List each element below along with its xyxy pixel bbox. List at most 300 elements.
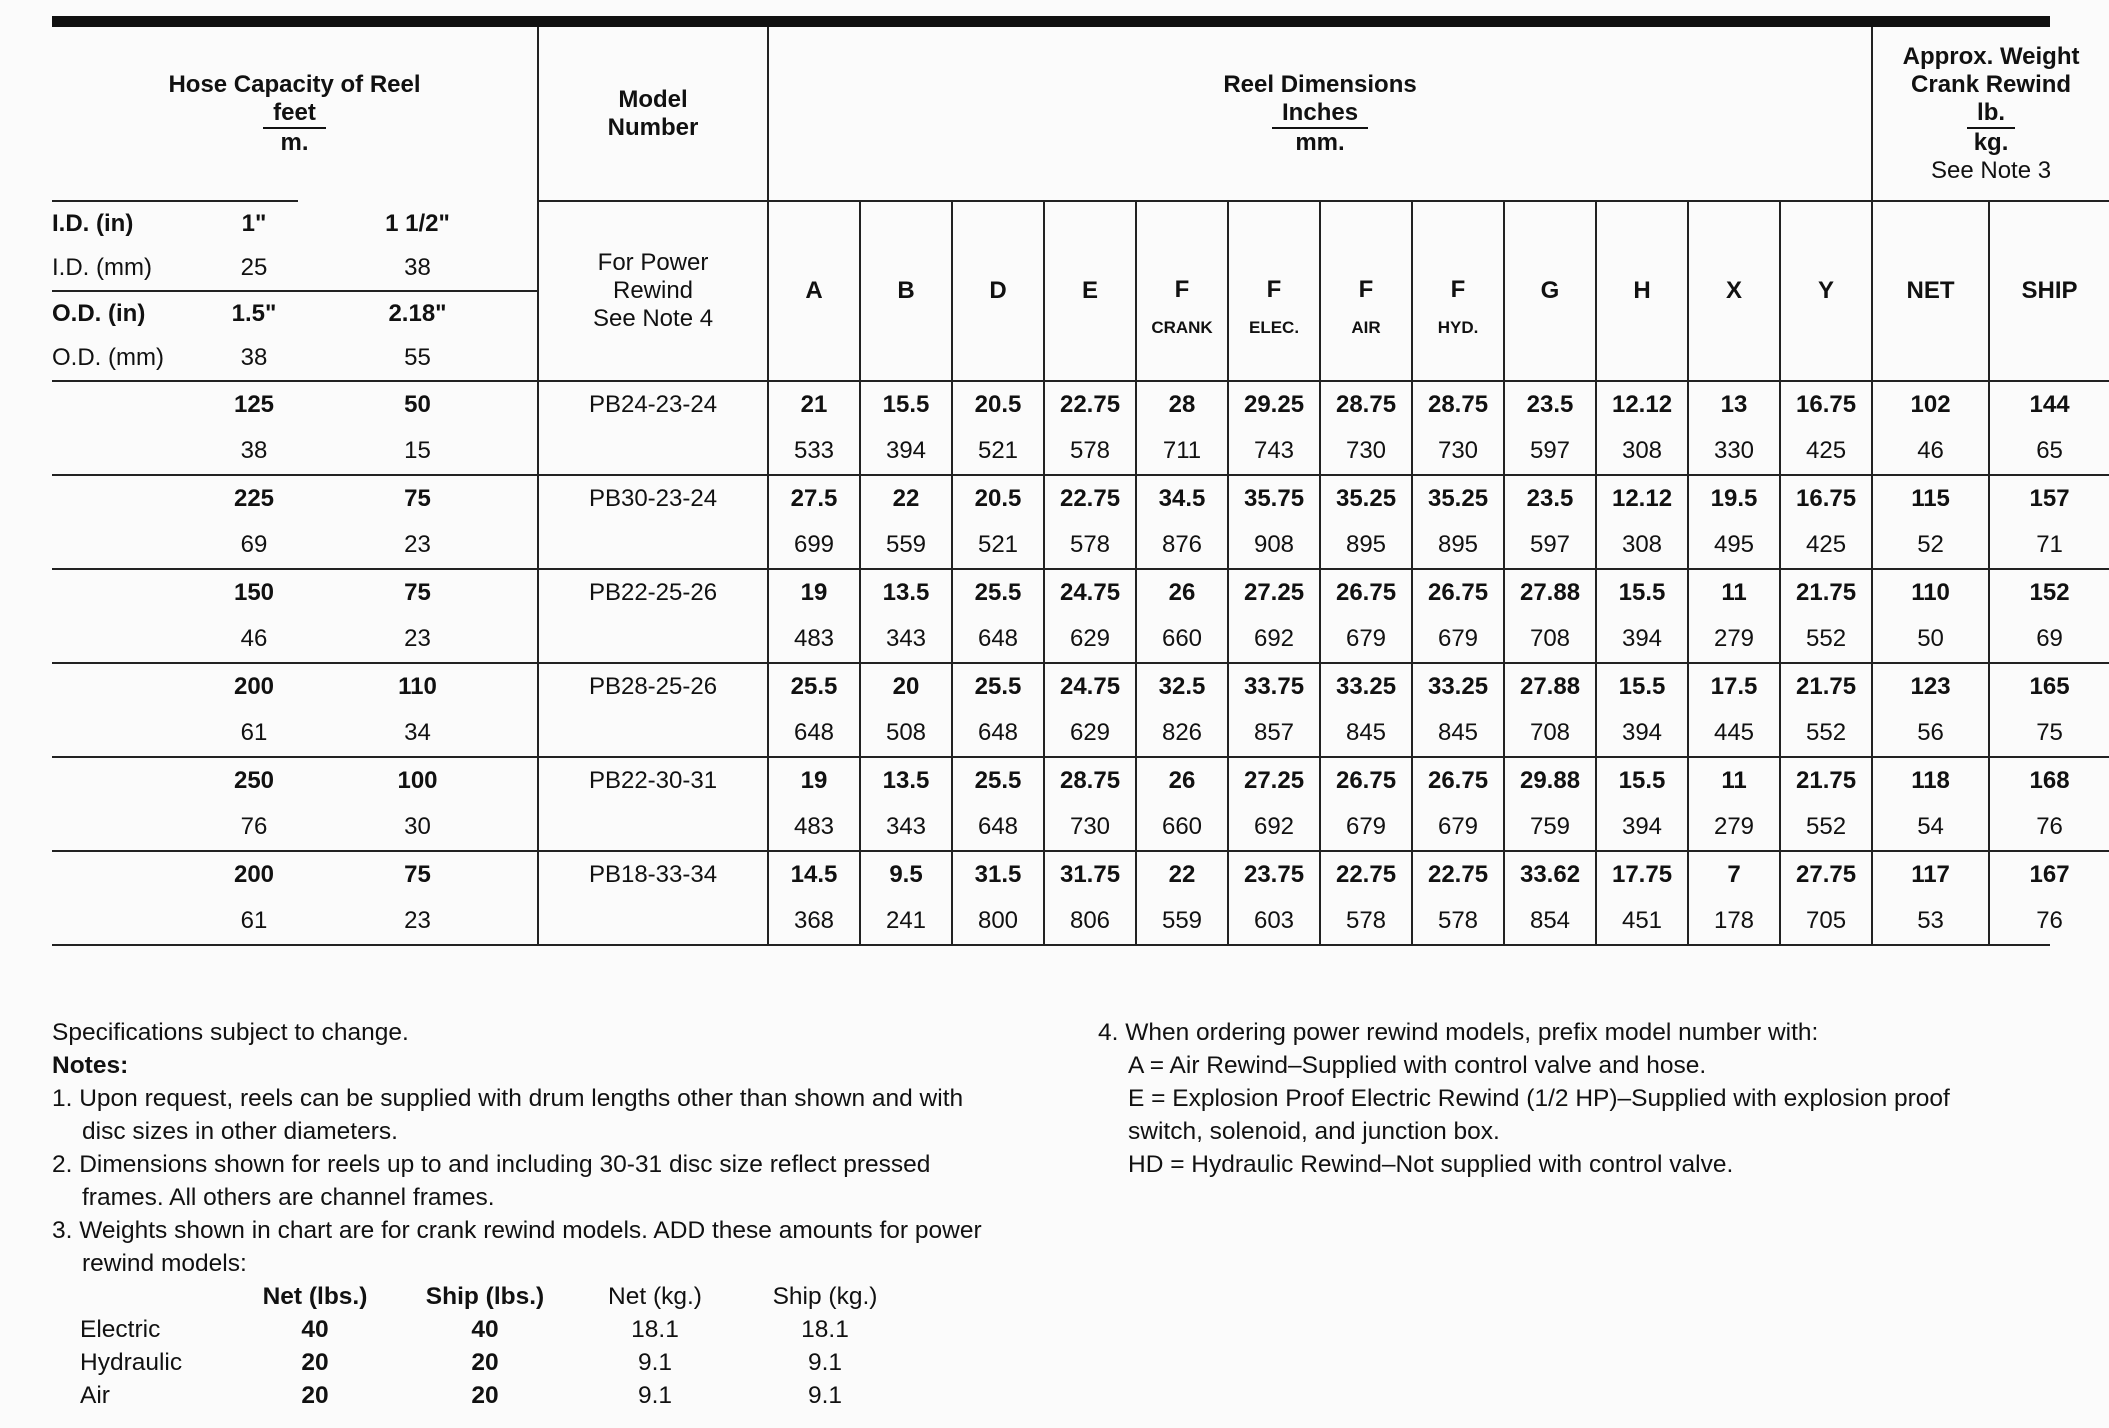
dimension-inch: 19 [768, 569, 860, 616]
dimension-inch: 33.75 [1228, 663, 1320, 710]
table-row [52, 663, 2109, 710]
dimension-inch: 15.5 [860, 381, 952, 428]
dimension-mm: 648 [952, 616, 1044, 663]
column-head-12 [1872, 201, 1989, 381]
capacity-m-2: 23 [404, 625, 431, 652]
dimension-mm: 394 [1596, 616, 1688, 663]
dimension-inch: 32.5 [1136, 663, 1228, 710]
weight-title-2: Crank Rewind [1911, 70, 2072, 98]
dimension-mm: 648 [952, 710, 1044, 757]
dimension-mm: 368 [768, 898, 860, 944]
column-head-6 [1320, 201, 1412, 381]
dimension-mm: 854 [1504, 898, 1596, 944]
add-value: 9.1 [807, 1349, 843, 1376]
capacity-m-2: 23 [404, 531, 431, 558]
column-head-9 [1596, 201, 1688, 381]
hose-feet-unit: feet [263, 99, 326, 129]
note-1-line-2: disc sizes in other diameters. [82, 1118, 398, 1145]
dimension-mm: 759 [1504, 804, 1596, 851]
dimension-mm: 52 [1872, 522, 1989, 569]
dimension-inch: 22.75 [1044, 381, 1136, 428]
capacity-ft-1: 250 [210, 757, 298, 804]
model-number: PB28-25-26 [538, 663, 768, 710]
notes-right [1098, 1016, 2028, 1181]
add-value: 20 [471, 1382, 499, 1409]
dimension-mm: 679 [1320, 804, 1412, 851]
dimension-inch: 28 [1136, 381, 1228, 428]
add-header-net-lbs: Net (lbs.) [262, 1283, 368, 1310]
dimension-mm: 648 [952, 804, 1044, 851]
dimension-inch: 24.75 [1044, 663, 1136, 710]
subject-to-change: Specifications subject to change. [52, 1019, 409, 1046]
dimension-mm: 660 [1136, 804, 1228, 851]
power-rewind-note [538, 201, 768, 381]
dimension-inch: 20.5 [952, 475, 1044, 522]
add-value: 20 [301, 1382, 329, 1409]
column-head-1 [860, 201, 952, 381]
column-letter: B [897, 277, 915, 304]
column-head-8 [1504, 201, 1596, 381]
dimension-mm: 53 [1872, 898, 1989, 944]
model-spacer [538, 428, 768, 475]
dimension-inch: 31.75 [1044, 851, 1136, 898]
dimension-inch: 23.5 [1504, 381, 1596, 428]
dimension-mm: 330 [1688, 428, 1780, 475]
dimension-inch: 25.5 [952, 663, 1044, 710]
id-mm-2: 38 [404, 254, 431, 281]
column-letter: F [1266, 276, 1282, 303]
empty-cell [52, 569, 210, 616]
dimension-mm: 679 [1412, 804, 1504, 851]
dimension-mm: 708 [1504, 616, 1596, 663]
dimension-mm: 826 [1136, 710, 1228, 757]
dimension-inch: 26 [1136, 757, 1228, 804]
dimension-mm: 483 [768, 804, 860, 851]
reel-dimensions-header [768, 27, 1872, 201]
model-spacer [538, 522, 768, 569]
table-row [52, 710, 2109, 757]
add-header-ship-lbs: Ship (lbs.) [425, 1283, 545, 1310]
dimension-mm: 876 [1136, 522, 1228, 569]
table-row [52, 616, 2109, 663]
dimension-mm: 730 [1412, 428, 1504, 475]
column-letter: D [989, 277, 1007, 304]
dimension-inch: 165 [1989, 663, 2109, 710]
dimension-inch: 17.5 [1688, 663, 1780, 710]
notes-title: Notes: [52, 1052, 129, 1079]
dimension-inch: 115 [1872, 475, 1989, 522]
table-row [52, 381, 2109, 428]
note-3-line-1: 3. Weights shown in chart are for crank rewind models. ADD these amounts for power [52, 1217, 982, 1244]
dimension-inch: 27.88 [1504, 569, 1596, 616]
dimension-inch: 27.25 [1228, 569, 1320, 616]
od-mm-2: 55 [404, 344, 431, 371]
dimension-inch: 21.75 [1780, 569, 1872, 616]
column-head-5 [1228, 201, 1320, 381]
dimension-mm: 54 [1872, 804, 1989, 851]
table-row [52, 569, 2109, 616]
dimension-mm: 178 [1688, 898, 1780, 944]
dimension-mm: 845 [1320, 710, 1412, 757]
model-spacer [538, 616, 768, 663]
add-header-net-kg: Net (kg.) [608, 1283, 702, 1310]
capacity-m-2: 23 [404, 907, 431, 934]
id-mm-label: I.D. (mm) [52, 254, 152, 281]
dimension-inch: 28.75 [1044, 757, 1136, 804]
column-head-0 [768, 201, 860, 381]
model-spacer [538, 898, 768, 944]
capacity-m-2: 34 [404, 719, 431, 746]
table-row [52, 898, 2109, 944]
column-letter: Y [1818, 277, 1835, 304]
dimension-mm: 65 [1989, 428, 2109, 475]
power-line-3: See Note 4 [592, 305, 714, 332]
dimension-inch: 13.5 [860, 569, 952, 616]
dimension-inch: 13.5 [860, 757, 952, 804]
dimension-mm: 692 [1228, 804, 1320, 851]
dimension-mm: 699 [768, 522, 860, 569]
od-in-1: 1.5" [231, 300, 277, 327]
weight-note: See Note 3 [1931, 156, 2052, 184]
dimension-inch: 102 [1872, 381, 1989, 428]
note-4-electric-1: E = Explosion Proof Electric Rewind (1/2 HP)–Supplied with explosion proof [1128, 1085, 1950, 1112]
hose-capacity-header [52, 27, 538, 201]
dimension-mm: 629 [1044, 710, 1136, 757]
dimension-inch: 24.75 [1044, 569, 1136, 616]
power-line-2: Rewind [612, 277, 694, 304]
add-header-ship-kg: Ship (kg.) [772, 1283, 878, 1310]
dimension-mm: 495 [1688, 522, 1780, 569]
hose-m-unit: m. [280, 128, 309, 156]
dimension-inch: 16.75 [1780, 475, 1872, 522]
empty-cell [52, 898, 210, 944]
dimension-inch: 23.5 [1504, 475, 1596, 522]
empty-cell [52, 663, 210, 710]
capacity-ft-2: 75 [298, 569, 538, 616]
weight-header [1872, 27, 2109, 201]
dimension-inch: 29.88 [1504, 757, 1596, 804]
column-sub-label: CRANK [1151, 318, 1213, 337]
empty-cell [52, 475, 210, 522]
column-sub-label: HYD. [1437, 318, 1479, 337]
dimension-inch: 25.5 [952, 569, 1044, 616]
od-mm-label: O.D. (mm) [52, 344, 164, 371]
dimension-inch: 22 [1136, 851, 1228, 898]
dimension-inch: 152 [1989, 569, 2109, 616]
table-row [52, 757, 2109, 804]
dimension-mm: 50 [1872, 616, 1989, 663]
model-number: PB22-30-31 [538, 757, 768, 804]
note-1-line-1: 1. Upon request, reels can be supplied with drum lengths other than shown and with [52, 1085, 964, 1112]
dimension-inch: 11 [1688, 757, 1780, 804]
dimension-inch: 16.75 [1780, 381, 1872, 428]
dimension-inch: 35.25 [1412, 475, 1504, 522]
dimension-inch: 17.75 [1596, 851, 1688, 898]
dimension-inch: 28.75 [1412, 381, 1504, 428]
dimension-inch: 15.5 [1596, 663, 1688, 710]
column-head-4 [1136, 201, 1228, 381]
capacity-m-1: 46 [240, 625, 268, 652]
capacity-ft-2: 75 [298, 851, 538, 898]
dimension-inch: 21.75 [1780, 757, 1872, 804]
id-in-label: I.D. (in) [52, 201, 210, 246]
dimension-mm: 483 [768, 616, 860, 663]
dimension-inch: 13 [1688, 381, 1780, 428]
dimension-mm: 343 [860, 616, 952, 663]
dimension-inch: 21 [768, 381, 860, 428]
column-letter: H [1633, 277, 1651, 304]
dimension-mm: 279 [1688, 616, 1780, 663]
capacity-ft-1: 200 [210, 663, 298, 710]
dimension-mm: 648 [768, 710, 860, 757]
top-rule [52, 16, 2050, 27]
capacity-m-1: 76 [240, 813, 268, 840]
add-value: 40 [301, 1316, 329, 1343]
dimension-mm: 800 [952, 898, 1044, 944]
dimension-inch: 26.75 [1320, 757, 1412, 804]
dimension-mm: 308 [1596, 428, 1688, 475]
dimension-mm: 743 [1228, 428, 1320, 475]
dimension-inch: 26.75 [1412, 569, 1504, 616]
dimension-mm: 845 [1412, 710, 1504, 757]
dimension-mm: 76 [1989, 804, 2109, 851]
weight-kg-unit: kg. [1973, 128, 2009, 156]
reel-dimensions-title: Reel Dimensions [1223, 70, 1417, 98]
dimension-inch: 27.25 [1228, 757, 1320, 804]
dimension-inch: 21.75 [1780, 663, 1872, 710]
bottom-rule [52, 944, 2050, 946]
dimension-mm: 895 [1320, 522, 1412, 569]
empty-cell [52, 757, 210, 804]
dimension-inch: 117 [1872, 851, 1989, 898]
dimension-mm: 76 [1989, 898, 2109, 944]
dimension-mm: 533 [768, 428, 860, 475]
add-value: 18.1 [801, 1316, 849, 1343]
dimension-inch: 25.5 [952, 757, 1044, 804]
dimension-mm: 425 [1780, 428, 1872, 475]
dimension-inch: 33.25 [1320, 663, 1412, 710]
dimension-inch: 27.88 [1504, 663, 1596, 710]
column-letter: SHIP [2021, 277, 2078, 304]
dimension-mm: 603 [1228, 898, 1320, 944]
dimension-mm: 279 [1688, 804, 1780, 851]
table-row [52, 475, 2109, 522]
model-spacer [538, 804, 768, 851]
model-number: PB30-23-24 [538, 475, 768, 522]
dimension-mm: 857 [1228, 710, 1320, 757]
dimension-inch: 12.12 [1596, 381, 1688, 428]
dimension-mm: 578 [1044, 428, 1136, 475]
dimension-mm: 508 [860, 710, 952, 757]
dimension-mm: 578 [1320, 898, 1412, 944]
model-number-header [538, 27, 768, 201]
capacity-m-1: 61 [240, 907, 268, 934]
dimension-mm: 394 [860, 428, 952, 475]
empty-cell [52, 804, 210, 851]
dimension-mm: 895 [1412, 522, 1504, 569]
column-head-11 [1780, 201, 1872, 381]
dimension-inch: 33.25 [1412, 663, 1504, 710]
dimension-inch: 25.5 [768, 663, 860, 710]
dimension-mm: 521 [952, 428, 1044, 475]
weight-lb-unit: lb. [1967, 99, 2015, 129]
add-value: 40 [471, 1316, 499, 1343]
note-3-line-2: rewind models: [82, 1250, 247, 1277]
column-letter: NET [1906, 277, 1955, 304]
column-head-7 [1412, 201, 1504, 381]
column-head-10 [1688, 201, 1780, 381]
column-letter: F [1174, 276, 1190, 303]
add-value: 20 [471, 1349, 499, 1376]
dimension-mm: 445 [1688, 710, 1780, 757]
dimension-inch: 20 [860, 663, 952, 710]
dimension-mm: 552 [1780, 804, 1872, 851]
od-mm-1: 38 [240, 344, 268, 371]
column-head-13 [1989, 201, 2109, 381]
column-head-3 [1044, 201, 1136, 381]
mm-unit: mm. [1295, 128, 1345, 156]
column-sub-label: ELEC. [1248, 318, 1300, 337]
dimension-mm: 75 [1989, 710, 2109, 757]
dimension-mm: 578 [1044, 522, 1136, 569]
empty-cell [52, 710, 210, 757]
dimension-mm: 730 [1320, 428, 1412, 475]
dimension-mm: 730 [1044, 804, 1136, 851]
model-spacer [538, 710, 768, 757]
capacity-ft-1: 150 [210, 569, 298, 616]
dimension-inch: 20.5 [952, 381, 1044, 428]
dimension-inch: 9.5 [860, 851, 952, 898]
dimension-inch: 118 [1872, 757, 1989, 804]
dimension-mm: 711 [1136, 428, 1228, 475]
dimension-inch: 23.75 [1228, 851, 1320, 898]
dimension-inch: 35.25 [1320, 475, 1412, 522]
reel-spec-table [52, 27, 2109, 944]
id-in-2: 1 1/2" [385, 209, 450, 237]
note-4-hydraulic: HD = Hydraulic Rewind–Not supplied with control valve. [1128, 1151, 1734, 1178]
dimension-mm: 552 [1780, 710, 1872, 757]
capacity-m-2: 15 [404, 437, 431, 464]
dimension-mm: 425 [1780, 522, 1872, 569]
inches-unit: Inches [1272, 99, 1368, 129]
model-number: PB18-33-34 [538, 851, 768, 898]
id-in-1: 1" [210, 201, 298, 246]
dimension-inch: 7 [1688, 851, 1780, 898]
column-letter: G [1540, 277, 1560, 304]
dimension-inch: 15.5 [1596, 569, 1688, 616]
dimension-inch: 27.75 [1780, 851, 1872, 898]
table-row [52, 522, 2109, 569]
empty-cell [52, 851, 210, 898]
empty-cell [52, 616, 210, 663]
dimension-mm: 708 [1504, 710, 1596, 757]
dimension-mm: 343 [860, 804, 952, 851]
add-value: 9.1 [637, 1349, 673, 1376]
capacity-ft-1: 225 [210, 475, 298, 522]
capacity-ft-2: 75 [298, 475, 538, 522]
number-label: Number [607, 113, 699, 141]
capacity-ft-1: 200 [210, 851, 298, 898]
dimension-inch: 110 [1872, 569, 1989, 616]
dimension-inch: 34.5 [1136, 475, 1228, 522]
dimension-mm: 451 [1596, 898, 1688, 944]
add-value: 9.1 [807, 1382, 843, 1409]
dimension-inch: 144 [1989, 381, 2109, 428]
spec-sheet [52, 16, 2080, 946]
add-row-label: Air [80, 1382, 110, 1409]
column-head-2 [952, 201, 1044, 381]
dimension-inch: 28.75 [1320, 381, 1412, 428]
note-4-title: 4. When ordering power rewind models, prefix model number with: [1098, 1019, 1819, 1046]
capacity-ft-1: 125 [210, 381, 298, 428]
dimension-mm: 71 [1989, 522, 2109, 569]
model-number: PB22-25-26 [538, 569, 768, 616]
column-letter: F [1450, 276, 1466, 303]
model-label: Model [618, 85, 688, 113]
power-weight-table [80, 1280, 910, 1412]
dimension-inch: 12.12 [1596, 475, 1688, 522]
dimension-mm: 46 [1872, 428, 1989, 475]
dimension-inch: 168 [1989, 757, 2109, 804]
dimension-mm: 559 [860, 522, 952, 569]
dimension-mm: 679 [1320, 616, 1412, 663]
column-sub-label: AIR [1351, 318, 1381, 337]
dimension-inch: 123 [1872, 663, 1989, 710]
empty-cell [52, 381, 210, 428]
capacity-ft-2: 50 [298, 381, 538, 428]
add-row-label: Electric [80, 1316, 161, 1343]
empty-cell [52, 522, 210, 569]
column-letter: X [1726, 277, 1743, 304]
hose-capacity-title: Hose Capacity of Reel [168, 70, 421, 98]
od-in-2: 2.18" [388, 300, 447, 327]
dimension-mm: 660 [1136, 616, 1228, 663]
table-row [52, 851, 2109, 898]
capacity-m-1: 61 [240, 719, 268, 746]
weight-title-1: Approx. Weight [1902, 42, 2080, 70]
dimension-mm: 597 [1504, 522, 1596, 569]
dimension-mm: 578 [1412, 898, 1504, 944]
dimension-mm: 806 [1044, 898, 1136, 944]
dimension-inch: 14.5 [768, 851, 860, 898]
note-4-air: A = Air Rewind–Supplied with control valve and hose. [1128, 1052, 1707, 1079]
dimension-inch: 35.75 [1228, 475, 1320, 522]
dimension-inch: 31.5 [952, 851, 1044, 898]
dimension-inch: 29.25 [1228, 381, 1320, 428]
dimension-inch: 33.62 [1504, 851, 1596, 898]
dimension-mm: 908 [1228, 522, 1320, 569]
note-4-electric-2: switch, solenoid, and junction box. [1128, 1118, 1500, 1145]
dimension-inch: 26 [1136, 569, 1228, 616]
dimension-mm: 394 [1596, 804, 1688, 851]
capacity-ft-2: 110 [298, 663, 538, 710]
capacity-m-1: 69 [240, 531, 268, 558]
dimension-mm: 629 [1044, 616, 1136, 663]
dimension-inch: 26.75 [1412, 757, 1504, 804]
add-value: 18.1 [631, 1316, 679, 1343]
dimension-inch: 27.5 [768, 475, 860, 522]
add-value: 20 [301, 1349, 329, 1376]
power-line-1: For Power [597, 249, 709, 276]
dimension-mm: 597 [1504, 428, 1596, 475]
table-row [52, 428, 2109, 475]
dimension-inch: 22 [860, 475, 952, 522]
dimension-inch: 11 [1688, 569, 1780, 616]
dimension-inch: 15.5 [1596, 757, 1688, 804]
empty-cell [52, 428, 210, 475]
dimension-inch: 22.75 [1044, 475, 1136, 522]
notes-left [52, 1016, 1052, 1412]
